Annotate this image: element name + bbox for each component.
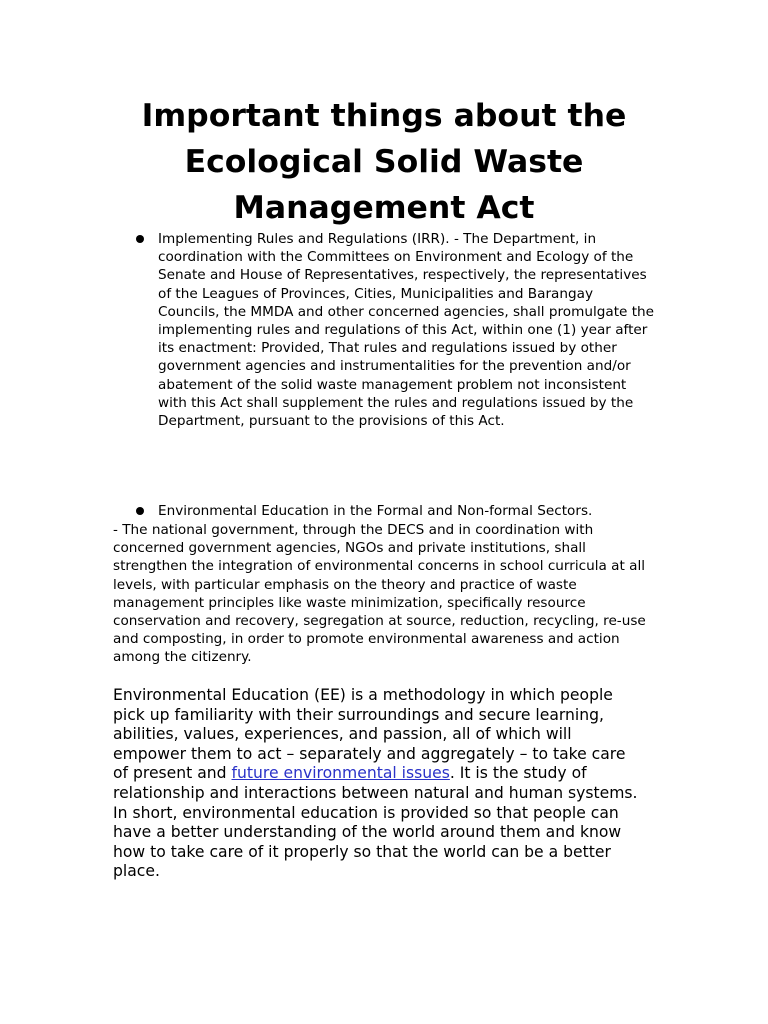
list-item: Implementing Rules and Regulations (IRR). - The Department, in coordination with the Committees on Environment and Ecology of the Senate and House of Representatives, respectively, the representatives of the Leagues of Provinces, Cities, Municipalities and Barangay Councils, the MMDA and other concerned agencies, shall promulgate the implementing rules and regulations of this Act, within one (1) year after its enactment: Provided, That rules and regulations issued by other government agencies and instrumentalities for the prevention and/or abatement of the solid waste management problem not inconsistent with this Act shall supplement the rules and regulations issued by the Department, pursuant to the provisions of this Act. [158, 231, 655, 430]
paragraph-text-after-link: . It is the study of relationship and interactions between natural and human systems. In short, environmental education is provided so that people can have a better understanding of the world around them and know how to take care of it properly so that the world can be a better place. [113, 764, 638, 881]
bullet-icon [136, 235, 144, 243]
body-paragraph [113, 686, 643, 882]
bullet-icon [136, 507, 144, 515]
document-title: Important things about the Ecological Solid Waste Management Act [141, 98, 627, 226]
paragraph-text-before-link: Environmental Education (EE) is a methodology in which people pick up familiarity with their surroundings and secure learning, abilities, values, experiences, and passion, all of which will empower them to act – separately and aggregately – to take care of present and [113, 686, 626, 783]
list-item-continuation: - The national government, through the DECS and in coordination with concerned government agencies, NGOs and private institutions, shall strengthen the integration of environmental concerns in school curricula at all levels, with particular emphasis on the theory and practice of waste management principles like waste minimization, specifically resource conservation and recovery, segregation at source, reduction, recycling, re-use and composting, in order to promote environmental awareness and action among the citizenry. [113, 522, 646, 666]
future-environmental-issues-link[interactable]: future environmental issues [231, 764, 450, 783]
list-item: Environmental Education in the Formal and Non-formal Sectors. [158, 503, 593, 519]
